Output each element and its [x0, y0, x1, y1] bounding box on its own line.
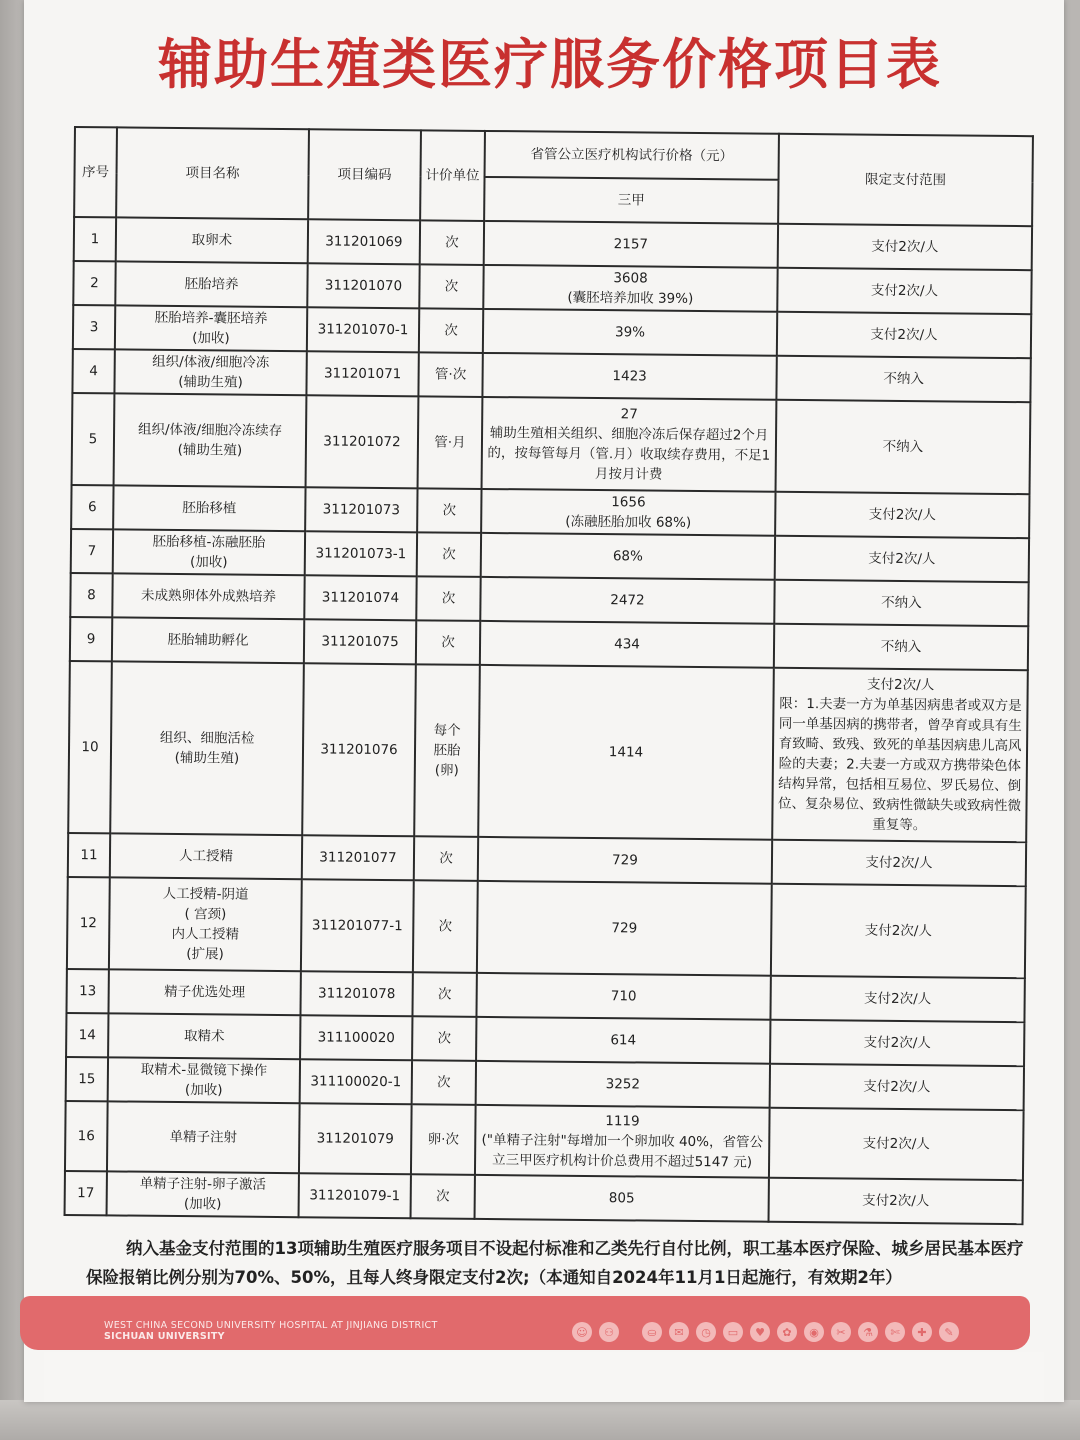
cell-code: 311201069 [308, 219, 420, 264]
cell-price: 1414 [478, 665, 774, 840]
cell-seq: 4 [72, 349, 114, 393]
cell-unit: 次 [412, 1016, 476, 1061]
table-row [67, 877, 1026, 978]
cell-scope: 支付2次/人 [769, 1108, 1024, 1180]
scissors-icon: ✄ [885, 1322, 905, 1342]
table-row [65, 1101, 1024, 1180]
cell-name: 胚胎培养-囊胚培养 (加收) [115, 305, 307, 351]
cell-price: 68% [481, 533, 775, 580]
cell-unit: 次 [416, 620, 480, 665]
header-seq: 序号 [74, 127, 117, 217]
cell-name: 胚胎辅助孵化 [112, 617, 304, 663]
cell-unit: 次 [417, 488, 481, 533]
cell-code: 311201076 [302, 663, 416, 836]
cell-code: 311201078 [300, 971, 412, 1016]
cell-scope: 支付2次/人 [769, 1178, 1023, 1224]
cell-price: 3252 [476, 1061, 770, 1108]
cell-price: 2157 [484, 221, 778, 268]
cell-seq: 13 [66, 969, 108, 1013]
cell-name: 未成熟卵体外成熟培养 [112, 573, 304, 619]
price-table [64, 126, 1034, 1225]
cell-scope: 不纳入 [774, 624, 1028, 670]
cell-code: 311201075 [304, 619, 416, 664]
table-body [65, 217, 1033, 1224]
cell-code: 311201073-1 [305, 531, 417, 576]
cell-name: 单精子注射-卵子激活 (加收) [107, 1171, 299, 1217]
cell-price: 729 [478, 837, 772, 884]
cell-price: 614 [476, 1017, 770, 1064]
cell-scope: 支付2次/人 [777, 312, 1031, 358]
cell-name: 取精术 [108, 1013, 300, 1059]
cell-unit: 卵·次 [411, 1104, 476, 1175]
cell-scope: 不纳入 [776, 400, 1031, 494]
baby-icon: ☺ [572, 1322, 592, 1342]
pen-icon: ✎ [939, 1322, 959, 1342]
cell-scope: 支付2次/人 [777, 268, 1031, 314]
cell-seq: 9 [70, 617, 112, 661]
cell-seq: 10 [68, 661, 112, 833]
cell-name: 胚胎移植 [113, 485, 305, 531]
cell-unit: 管·次 [418, 352, 482, 397]
cell-code: 311201079-1 [299, 1173, 411, 1218]
cell-code: 311201077 [302, 835, 414, 880]
cell-name: 人工授精 [110, 833, 302, 879]
cell-unit: 次 [417, 532, 481, 577]
cell-seq: 3 [73, 305, 115, 349]
cell-price: 39% [483, 309, 777, 356]
cell-scope: 支付2次/人 [778, 224, 1032, 270]
cell-scope: 支付2次/人 [772, 840, 1026, 886]
cell-price: 434 [480, 621, 774, 668]
cell-seq: 14 [66, 1013, 108, 1057]
cell-price: 729 [477, 881, 772, 976]
cell-name: 组织、细胞活检 (辅助生殖) [110, 661, 304, 835]
cell-unit: 次 [419, 308, 483, 353]
cell-unit: 次 [420, 220, 484, 265]
cell-name: 组织/体液/细胞冷冻 (辅助生殖) [114, 349, 306, 395]
cell-scope: 支付2次/人 [775, 492, 1029, 538]
cell-scope: 不纳入 [774, 580, 1028, 626]
cell-code: 311201071 [306, 351, 418, 396]
table-row [72, 393, 1031, 494]
cell-unit: 管·月 [418, 396, 483, 489]
footer-lower-strip [44, 1352, 1044, 1402]
cell-seq: 1 [74, 217, 116, 261]
cell-seq: 16 [65, 1101, 108, 1171]
cell-price: 3608 (囊胚培养加收 39%) [483, 265, 777, 312]
monitor-icon: ▭ [723, 1322, 743, 1342]
floor-background [0, 1400, 1080, 1440]
cell-seq: 5 [72, 393, 115, 485]
header-code: 项目编码 [308, 129, 421, 220]
cell-name: 单精子注射 [107, 1101, 300, 1173]
cell-price: 710 [476, 973, 770, 1020]
header-price-group: 省管公立医疗机构试行价格（元） [485, 131, 779, 180]
gear-icon: ✿ [777, 1322, 797, 1342]
cell-seq: 7 [71, 529, 113, 573]
header-unit: 计价单位 [420, 130, 485, 221]
cell-unit: 次 [414, 836, 478, 881]
cell-code: 311201070 [307, 263, 419, 308]
cell-scope: 支付2次/人 [775, 536, 1029, 582]
header-scope: 限定支付范围 [778, 134, 1033, 226]
cell-scope: 不纳入 [776, 356, 1030, 402]
heart-icon: ♥ [750, 1322, 770, 1342]
cell-unit: 次 [413, 880, 478, 973]
cell-price: 1119 ("单精子注射"每增加一个卵加收 40%，省管公立三甲医疗机构计价总费用不超过5147 元) [475, 1105, 770, 1178]
cell-unit: 次 [412, 1060, 476, 1105]
cell-seq: 11 [68, 833, 110, 877]
cell-seq: 17 [65, 1171, 107, 1215]
cell-unit: 次 [419, 264, 483, 309]
clock-icon: ◷ [696, 1322, 716, 1342]
cell-price: 1656 (冻融胚胎加收 68%) [481, 489, 775, 536]
cell-seq: 2 [73, 261, 115, 305]
cell-price: 27 辅助生殖相关组织、细胞冷冻后保存超过2个月的，按每管每月（管.月）收取续存费用，不足1月按月计费 [482, 397, 777, 492]
hospital-name-english [104, 1320, 438, 1342]
page-title: 辅助生殖类医疗服务价格项目表 [158, 33, 942, 96]
flask-icon: ⚗ [858, 1322, 878, 1342]
cell-seq: 15 [66, 1057, 108, 1101]
table-row [68, 661, 1028, 842]
hospital-name-line1: WEST CHINA SECOND UNIVERSITY HOSPITAL AT JINJIANG DISTRICT [104, 1320, 438, 1331]
cell-name: 取卵术 [116, 217, 308, 263]
cell-scope: 支付2次/人 [770, 976, 1024, 1022]
eye-icon: ◉ [804, 1322, 824, 1342]
medicine-icon: ✚ [912, 1322, 932, 1342]
cell-code: 311201073 [305, 487, 417, 532]
cell-seq: 8 [70, 573, 112, 617]
chat-icon: ✉ [669, 1322, 689, 1342]
cell-scope: 支付2次/人 [770, 1020, 1024, 1066]
footnote: 纳入基金支付范围的13项辅助生殖医疗服务项目不设起付标准和乙类先行自付比例，职工基本医疗保险、城乡居民基本医疗保险报销比例分别为70%、50%，且每人终身限定支付2次;（本通知自2024年11月1日起施行，有效期2年） [86, 1239, 1024, 1287]
footer-icon-row [572, 1322, 959, 1342]
cell-scope: 支付2次/人 [770, 1064, 1024, 1110]
cell-code: 311201077-1 [301, 879, 414, 972]
cell-price: 1423 [482, 353, 776, 400]
cell-code: 311201079 [299, 1103, 412, 1174]
cell-name: 人工授精-阴道 ( 宫颈) 内人工授精 (扩展) [109, 877, 302, 971]
cell-name: 精子优选处理 [108, 969, 300, 1015]
cell-scope: 支付2次/人 限：1.夫妻一方为单基因病患者或双方是同一单基因病的携带者，曾孕育或具有生育致畸、致残、致死的单基因病患儿高风险的夫妻；2.夫妻一方或双方携带染色体结构异常，包括相互易位、罗氏易位、倒位、复杂易位、致病性微缺失或致病性微重复等。 [772, 668, 1028, 842]
tools-icon: ✂ [831, 1322, 851, 1342]
price-table-container [64, 126, 1032, 1225]
cell-price: 805 [475, 1175, 769, 1222]
cell-scope: 支付2次/人 [771, 884, 1026, 978]
cell-code: 311100020-1 [300, 1059, 412, 1104]
cell-seq: 12 [67, 877, 110, 969]
cell-unit: 次 [412, 972, 476, 1017]
cell-unit: 次 [411, 1174, 475, 1219]
hospital-name-line2: SICHUAN UNIVERSITY [104, 1331, 225, 1342]
cell-code: 311201074 [304, 575, 416, 620]
cell-name: 胚胎培养 [115, 261, 307, 307]
table-row [65, 1171, 1023, 1224]
stroller-icon: ⛀ [642, 1322, 662, 1342]
cell-name: 胚胎移植-冻融胚胎 (加收) [113, 529, 305, 575]
header-name: 项目名称 [116, 127, 309, 219]
cell-price: 2472 [480, 577, 774, 624]
cell-unit: 次 [416, 576, 480, 621]
cell-code: 311201072 [306, 395, 419, 488]
cell-code: 311100020 [300, 1015, 412, 1060]
cell-name: 取精术-显微镜下操作 (加收) [108, 1057, 300, 1103]
cell-seq: 6 [71, 485, 113, 529]
cell-unit: 每个 胚胎 (卵) [414, 664, 480, 837]
cell-code: 311201070-1 [307, 307, 419, 352]
header-price-level: 三甲 [484, 177, 778, 224]
couple-icon: ⚇ [599, 1322, 619, 1342]
cell-name: 组织/体液/细胞冷冻续存 (辅助生殖) [114, 393, 307, 487]
